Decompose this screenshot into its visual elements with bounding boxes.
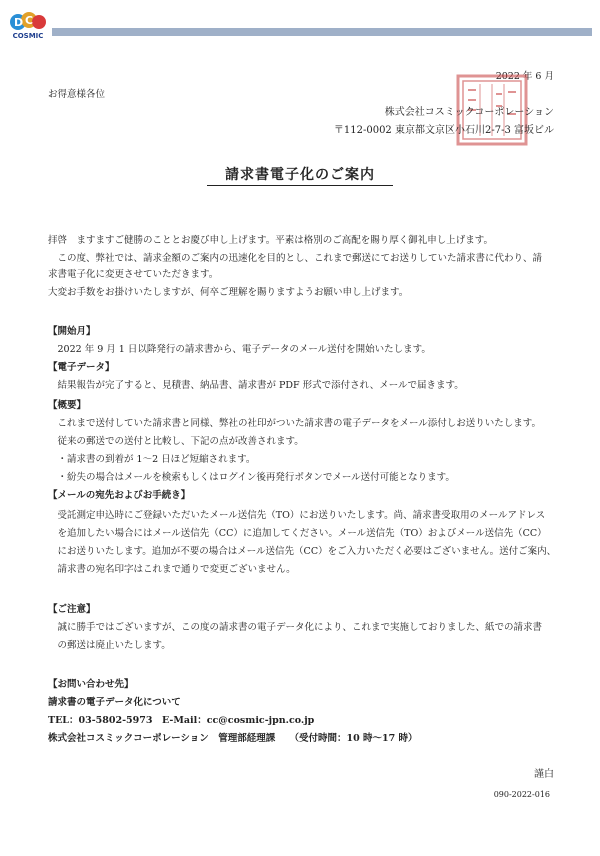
contact-subject: 請求書の電子データ化について [48,697,181,708]
data-body: 結果報告が完了すると、見積書、納品書、請求書が PDF 形式で添付され、メールで届きます。 [48,380,464,391]
contact-department: 株式会社コスミックコーポレーション 管理部経理課 （受付時間：10 時〜17 時） [48,733,418,744]
data-heading: 【電子データ】 [48,362,115,373]
svg-text:D: D [14,16,24,29]
header-bar [52,28,592,36]
start-body: 2022 年 9 月 1 日以降発行の請求書から、電子データのメール送付を開始いたします。 [48,344,431,355]
notice-line-2: の郵送は廃止いたします。 [48,640,171,651]
company-name: 株式会社コスミックコーポレーション [384,107,554,118]
title-text: 請求書電子化のご案内 [207,167,393,186]
svg-text:C: C [25,14,34,27]
company-address: 〒112-0002 東京都文京区小石川2-7-3 富坂ビル [333,125,554,136]
notice-line-1: 誠に勝手ではございますが、この度の請求書の電子データ化により、これまで実施しておりました、紙での請求書 [48,622,543,633]
contact-tel-email: TEL：03-5802-5973 E-Mail：cc@cosmic-jpn.co.jp [48,715,315,726]
start-heading: 【開始月】 [48,326,96,337]
intro-line-2: この度、弊社では、請求金額のご案内の迅速化を目的とし、これまで郵送にてお送りしていた請求書に代わり、請 [48,253,543,264]
closing: 謹白 [534,769,554,780]
overview-line-1: これまで送付していた請求書と同様、弊社の社印がついた請求書の電子データをメール添付しお送りいたします。 [48,418,542,429]
overview-line-2: 従来の郵送での送付と比較し、下記の点が改善されます。 [48,436,304,447]
mail-line-1: 受託測定申込時にご登録いただいたメール送信先（TO）にお送りいたします。尚、請求書受取用のメールアドレス [48,510,546,521]
intro-line-3: 求書電子化に変更させていただきます。 [48,269,219,280]
overview-bullet-2: ・紛失の場合はメールを検索もしくはログイン後再発行ボタンでメール送付可能となります。 [48,472,455,483]
intro-line-4: 大変お手数をお掛けいたしますが、何卒ご理解を賜りますようお願い申し上げます。 [48,287,409,298]
mail-line-4: 請求書の宛名印字はこれまで通りで変更ございません。 [48,564,296,575]
contact-heading: 【お問い合わせ先】 [48,679,134,690]
logo-text: COSMIC [12,32,44,40]
intro-line-1: 拝啓 ますますご健勝のこととお慶び申し上げます。平素は格別のご高配を賜り厚く御礼申し上げます。 [48,235,493,246]
recipient: お得意様各位 [48,89,106,100]
issue-date: 2022 年 6 月 [495,71,554,82]
document-number: 090-2022-016 [493,790,550,799]
document-title [0,164,600,184]
overview-heading: 【概要】 [48,400,87,411]
mail-line-3: にお送りいたします。追加が不要の場合はメール送信先（CC）をご入力いただく必要はございません。送付ご案内、 [48,546,557,557]
overview-bullet-1: ・請求書の到着が 1〜2 日ほど短縮されます。 [48,454,256,465]
notice-heading: 【ご注意】 [48,604,96,615]
mail-heading: 【メールの宛先およびお手続き】 [48,490,191,501]
logo-mark-icon [8,8,48,34]
company-logo [8,8,48,42]
mail-line-2: を追加したい場合にはメール送信先（CC）に追加してください。メール送信先（TO）およびメール送信先（CC） [48,528,547,539]
